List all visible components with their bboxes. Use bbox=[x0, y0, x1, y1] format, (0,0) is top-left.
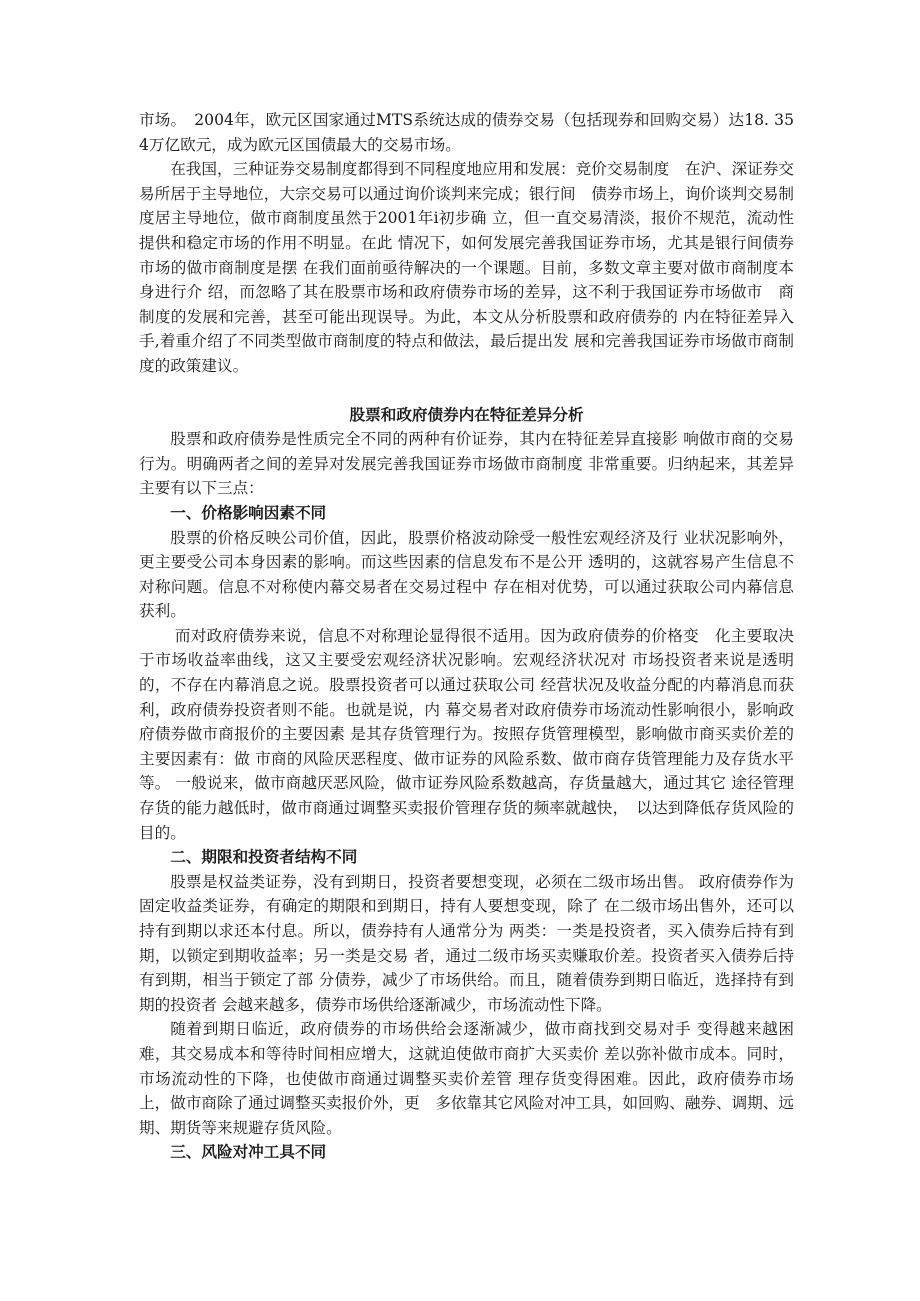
subheading-maturity-investors: 二、期限和投资者结构不同 bbox=[170, 848, 358, 867]
paragraph-stock-price: 股票的价格反映公司价值，因此，股票价格波动除受一般性宏观经济及行 业状况影响外，更主要受公司本身因素的影响。而这些因素的信息发布不是公开 透明的，这就容易产生信息不对称问题。信息不对称使内幕交易者在交易过程中 存在相对优势，可以通过获取公司内幕信息获利。 bbox=[139, 528, 794, 621]
subheading-hedging-tools: 三、风险对冲工具不同 bbox=[170, 1143, 327, 1162]
section-spacer bbox=[139, 379, 794, 403]
section-title: 股票和政府债券内在特征差异分析 bbox=[349, 405, 584, 424]
paragraph-differences-intro: 股票和政府债券是性质完全不同的两种有价证券，其内在特征差异直接影 响做市商的交易行为。明确两者之间的差异对发展完善我国证券市场做市商制度 非常重要。归纳起来，其差异主要有以下三点： bbox=[139, 430, 794, 498]
paragraph-equity-vs-fixed-income: 股票是权益类证券，没有到期日，投资者要想变现，必须在二级市场出售。 政府债券作为固定收益类证券，有确定的期限和到期日，持有人要想变现，除了 在二级市场出售外，还可以持有到期以求还本付息。所以，债券持有人通常分为 两类：一类是投资者，买入债券后持有到期，以锁定到期收益率；另一类是交易 者，通过二级市场买卖赚取价差。投资者买入债券后持有到期，相当于锁定了部 分债券，减少了市场供给。而且，随着债券到期日临近，选择持有到期的投资者 会越来越多，债券市场供给逐渐减少，市场流动性下降。 bbox=[139, 872, 794, 1014]
subheading-price-factors: 一、价格影响因素不同 bbox=[170, 503, 327, 522]
paragraph-mts-volume: 市场。 2004年，欧元区国家通过MTS系统达成的债券交易（包括现券和回购交易）达18. 354万亿欧元，成为欧元区国债最大的交易市场。 bbox=[139, 111, 794, 154]
document-page bbox=[139, 108, 794, 1165]
paragraph-china-trading-systems: 在我国，三种证券交易制度都得到不同程度地应用和发展：竞价交易制度 在沪、深证券交易所居于主导地位，大宗交易可以通过询价谈判来完成；银行间 债券市场上，询价谈判交易制度居主导地位，做市商制度虽然于2001年i初步确 立，但一直交易清淡，报价不规范，流动性提供和稳定市场的作用不明显。在此 情况下，如何发展完善我国证券市场，尤其是银行间债券市场的做市商制度是摆 在我们面前亟待解决的一个课题。目前，多数文章主要对做市商制度本身进行介 绍，而忽略了其在股票市场和政府债券市场的差异，这不利于我国证券市场做市 商制度的发展和完善，甚至可能出现误导。为此，本文从分析股票和政府债券的 内在特征差异入手,着重介绍了不同类型做市商制度的特点和做法，最后提出发 展和完善我国证券市场做市商制度的政策建议。 bbox=[139, 160, 794, 375]
paragraph-maturity-liquidity: 随着到期日临近，政府债券的市场供给会逐渐减少，做市商找到交易对手 变得越来越困难，其交易成本和等待时间相应增大，这就迫使做市商扩大买卖价 差以弥补做市成本。同时，市场流动性的下降，也使做市商通过调整买卖价差管 理存货变得困难。因此，政府债券市场上，做市商除了通过调整买卖报价外，更 多依靠其它风险对冲工具，如回购、融券、调期、远期、期货等来规避存货风险。 bbox=[139, 1020, 794, 1137]
paragraph-bond-price: 而对政府债券来说，信息不对称理论显得很不适用。因为政府债券的价格变 化主要取决于市场收益率曲线，这又主要受宏观经济状况影响。宏观经济状况对 市场投资者来说是透明的，不存在内幕消息之说。股票投资者可以通过获取公司 经营状况及收益分配的内幕消息而获利，政府债券投资者则不能。也就是说，内 幕交易者对政府债券市场流动性影响很小，影响政府债券做市商报价的主要因素 是其存货管理行为。按照存货管理模型，影响做市商买卖价差的主要因素有：做 市商的风险厌恶程度、做市证券的风险系数、做市商存货管理能力及存货水平等。 一般说来，做市商越厌恶风险，做市证券风险系数越高，存货量越大，通过其它 途径管理存货的能力越低时，做市商通过调整买卖报价管理存货的频率就越快， 以达到降低存货风险的目的。 bbox=[139, 626, 794, 842]
